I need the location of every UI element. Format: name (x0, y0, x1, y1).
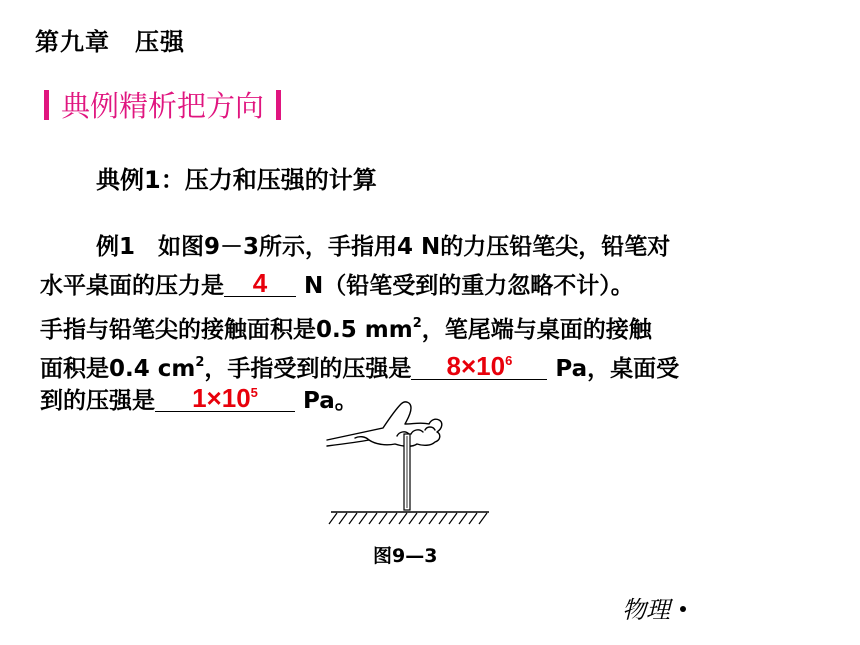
problem-line-1: 例1 如图9－3所示，手指用4 N的力压铅笔尖，铅笔对 (96, 234, 671, 260)
problem-line-3: 手指与铅笔尖的接触面积是0.5 $mm^2$，笔尾端与桌面的接触 (40, 316, 652, 343)
answer-3: $1\times 10^5$ (192, 383, 258, 413)
section-title (44, 84, 281, 125)
example-heading: 典例1：压力和压强的计算 (96, 166, 377, 194)
ground-hatching (329, 513, 487, 524)
answer-blank-3 (155, 385, 295, 412)
chapter-title: 第九章 压强 (35, 28, 185, 56)
finger-pencil-figure (325, 394, 495, 534)
footer-subject: 物理 (622, 590, 686, 625)
footer-dot (680, 606, 686, 612)
answer-blank-2 (411, 350, 547, 381)
problem-text (40, 228, 820, 421)
answer-blank-1 (224, 267, 296, 298)
problem-line-2: 水平桌面的压力是 4 N（铅笔受到的重力忽略不计）。 (40, 267, 634, 299)
hand-outline (327, 402, 442, 446)
problem-line-5: 到的压强是 $1\times 10^5$ Pa。 (40, 382, 820, 421)
title-bar-right (276, 90, 281, 120)
figure-caption: 图9—3 (373, 545, 438, 567)
answer-1: 4 (252, 267, 268, 298)
answer-2: $8\times 10^6$ (446, 350, 513, 381)
section-title-text: 典例精析把方向 (61, 89, 265, 123)
title-bar-left (44, 90, 49, 120)
problem-line-4: 面积是0.4 $cm^2$，手指受到的压强是 $8\times 10^6$ Pa，桌面受 (40, 344, 820, 383)
